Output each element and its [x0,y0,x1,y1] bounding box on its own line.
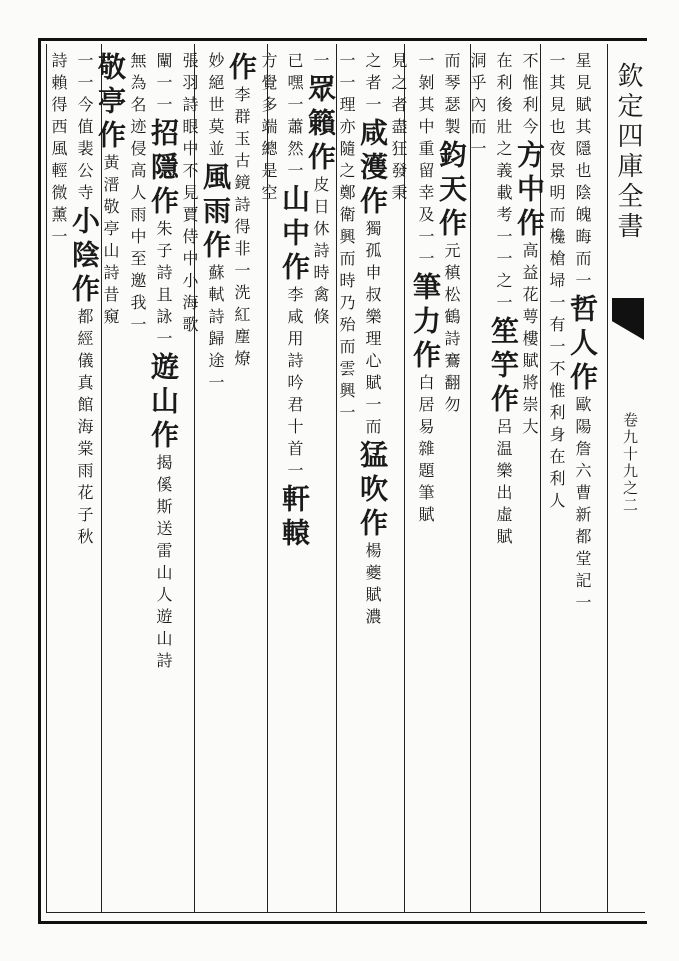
book-title: 欽定四庫全書 [613,62,643,242]
annotation-text: 皮日休詩時禽倏 [311,176,330,330]
annotation-text: 而琴瑟製 [442,52,461,140]
annotation-text: 黃溍敬亭山詩昔窺 [101,154,120,330]
text-column [356,52,390,904]
volume-label: 卷九十九之二 [621,412,639,514]
annotation-text: 朱子詩且詠一 [154,220,173,352]
annotation-text: 一 [573,272,592,294]
annotation-text: 高人雨中至邀我一 [128,162,147,338]
annotation-text: 一有一不惟利身在利人 [547,294,566,514]
annotation-text: 張羽詩眼中不見賈侍中小海歌 [180,52,199,338]
heading-phrase: 眾籟作 [304,74,337,176]
annotation-text: 壯之義載考一一之一 [494,118,513,316]
annotation-text: 詩賴得西風輕微薰一 [49,52,68,250]
text-column [338,52,364,904]
heading-phrase: 招隱作 [147,118,180,220]
text-column [548,52,574,904]
text-column [566,52,600,904]
annotation-text: 不惟利今 [520,52,539,140]
annotation-text: 蘇軾詩歸途一 [206,264,225,396]
annotation-text: 已嘿一蕭然一 [285,52,304,184]
text-column [199,52,233,904]
heading-phrase: 筆力作 [409,272,442,374]
heading-phrase: 風雨作 [199,162,232,264]
text-column [147,52,181,904]
annotation-text: 元稹松鶴詩鶱翻勿 [442,242,461,418]
annotation-text: 呂温樂出虛賦 [494,418,513,550]
annotation-text: 揭傒斯送雷山人遊山詩 [154,454,173,674]
annotation-text: 一洗紅塵燎 [232,262,251,372]
annotation-text: 重留幸及一一 [416,140,435,272]
heading-phrase: 方中作 [513,140,546,242]
annotation-text: 闡一一 [154,52,173,118]
annotation-text: 白居易雜題筆賦 [416,374,435,528]
text-column [304,52,338,904]
annotation-text: 李群玉古鏡詩得非 [232,86,251,262]
heading-phrase: 小陰作 [68,206,101,308]
text-column [260,52,286,904]
text-column [181,52,207,904]
text-column [50,52,76,904]
annotation-text: 方覺多端總是空 [259,52,278,206]
annotation-text: 楊夔賦濃 [363,542,382,630]
heading-phrase: 作 [225,52,258,86]
text-column [94,52,128,904]
heading-phrase: 鈞天作 [435,140,468,242]
heading-phrase: 軒轅 [278,484,311,552]
text-column [469,52,495,904]
text-column [225,52,259,904]
annotation-text: 在利後 [494,52,513,118]
annotation-text: 妙絕世莫並 [206,52,225,162]
text-column [390,52,416,904]
annotation-text: 一一今值裴公寺 [75,52,94,206]
text-column [129,52,155,904]
text-column [435,52,469,904]
heading-phrase: 敬亭作 [94,52,127,154]
annotation-text: 見之者盡狂發秉 [389,52,408,206]
annotation-text: 一而 [363,396,382,440]
text-column [513,52,547,904]
annotation-text: 理亦隨之鄭衛興而時乃殆而 [337,96,356,360]
annotation-text: 高益花萼樓賦將崇大 [520,242,539,440]
annotation-text: 一 [573,594,592,616]
annotation-text: 星見賦其隱也陰魄晦而 [573,52,592,272]
heading-phrase: 山中作 [278,184,311,286]
text-column [68,52,102,904]
text-column [278,52,312,904]
annotation-text: 獨孤申叔樂理心賦 [363,220,382,396]
heading-phrase: 咸濩作 [356,118,389,220]
annotation-text: 都經儀真館海棠雨花子秋 [75,308,94,550]
annotation-text: 李咸用詩吟君十首一 [285,286,304,484]
annotation-text: 一剝其中 [416,52,435,140]
annotation-text: 一其見也夜景明而欃槍埽 [547,52,566,294]
annotation-text: 歐陽詹六曹新都堂記 [573,396,592,594]
annotation-text: 無為名迹侵 [128,52,147,162]
annotation-text: 雲興一 [337,360,356,426]
annotation-text: 洞乎內而一 [468,52,487,162]
annotation-text: 一 [311,52,330,74]
heading-phrase: 遊山作 [147,352,180,454]
text-column [409,52,443,904]
text-column [487,52,521,904]
heading-phrase: 哲人作 [566,294,599,396]
heading-phrase: 猛吹作 [356,440,389,542]
heading-phrase: 笙竽作 [487,316,520,418]
annotation-text: 之者一 [363,52,382,118]
annotation-text: 一一 [337,52,356,96]
